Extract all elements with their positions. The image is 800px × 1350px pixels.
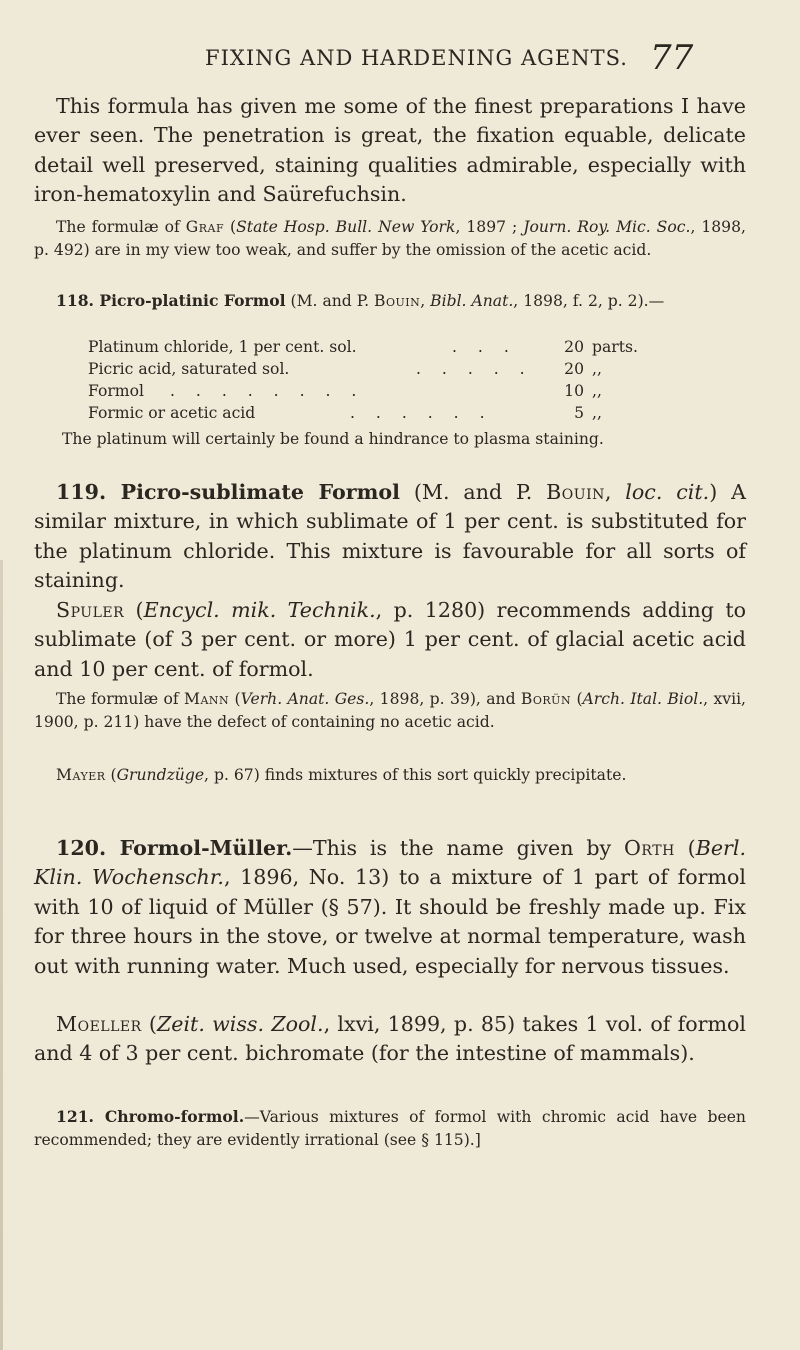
section-120-formol-muller xyxy=(34,834,746,981)
section-heading: 121. Chromo-formol. xyxy=(56,1107,245,1126)
section-heading: 119. Picro-sublimate Formol xyxy=(56,480,400,504)
author-name: Moeller xyxy=(56,1012,142,1036)
text-fragment: , xvii, 1900, p. 211) have the defect of containing no acetic acid. xyxy=(34,690,747,731)
text-fragment: , 1898, f. 2, p. 2).— xyxy=(513,292,665,310)
text-fragment: ( xyxy=(229,690,241,708)
ingredient-unit: ,, xyxy=(592,360,602,378)
text-fragment: , 1896, No. 13) to a mixture of 1 part of formol with 10 of liquid of Müller (§ 57). It should be freshly made up. Fix for three hours in the stove, or twelve at normal temperature, wash out with running water. Much used, especially for nervous tissues. xyxy=(34,865,746,978)
section-118-intro xyxy=(34,289,746,313)
ingredient-quantity: 20 xyxy=(564,360,584,378)
ingredient-name: Picric acid, saturated sol. xyxy=(88,360,290,378)
ingredient-unit: parts. xyxy=(592,338,638,356)
text-fragment: , xyxy=(420,292,431,310)
author-name: Orth xyxy=(624,836,675,860)
ingredient-name: Formic or acetic acid xyxy=(88,404,256,422)
page-header xyxy=(0,38,800,78)
text-fragment: , p. 67) finds mixtures of this sort quickly precipitate. xyxy=(204,766,627,784)
text-fragment: ( xyxy=(674,836,696,860)
source-title: Zeit. wiss. Zool. xyxy=(156,1012,324,1036)
source-title: Grundzüge xyxy=(116,766,205,784)
ingredient-name: Platinum chloride, 1 per cent. sol. xyxy=(88,338,357,356)
section-heading: 118. Picro-platinic Formol xyxy=(56,291,286,310)
section-118-note: The platinum will certainly be found a hindrance to plasma staining. xyxy=(62,430,604,448)
text-fragment: , 1898, p. 39), and xyxy=(369,690,521,708)
ingredient-unit: ,, xyxy=(592,404,602,422)
recipe-row xyxy=(0,338,800,360)
ingredient-name: Formol xyxy=(88,382,144,400)
text-fragment: (M. and P. xyxy=(285,292,374,310)
text-fragment: (M. and P. xyxy=(399,480,547,504)
text-fragment: , lxvi, 1899, p. 85) takes 1 vol. of formol and 4 of 3 per cent. bichromate (for the intestine of mammals). xyxy=(34,1012,746,1066)
text-fragment: ( xyxy=(105,766,117,784)
author-name: Bouin xyxy=(374,292,421,310)
source-title: Bibl. Anat. xyxy=(430,292,514,310)
recipe-row xyxy=(0,404,800,426)
source-title: Berl. Klin. Wochenschr. xyxy=(34,836,746,890)
source-title: Verh. Anat. Ges. xyxy=(240,690,370,708)
paragraph-mann-borun xyxy=(34,688,746,734)
scan-edge-shadow xyxy=(0,560,3,1350)
ingredient-quantity: 5 xyxy=(574,404,584,422)
paragraph-graf-formulae xyxy=(34,216,746,262)
section-121-chromo-formol xyxy=(34,1105,746,1152)
text-fragment: —This is the name given by xyxy=(292,836,625,860)
running-head: FIXING AND HARDENING AGENTS. xyxy=(205,46,628,70)
recipe-row xyxy=(0,360,800,382)
author-name: Bouin xyxy=(546,480,605,504)
source-title: Arch. Ital. Biol. xyxy=(582,690,704,708)
text-fragment: The formulæ of xyxy=(56,690,185,708)
page-number: 77 xyxy=(650,38,694,78)
ingredient-unit: ,, xyxy=(592,382,602,400)
ingredient-quantity: 20 xyxy=(564,338,584,356)
text-fragment: , xyxy=(604,480,626,504)
section-119-intro xyxy=(34,478,746,596)
section-heading: 120. Formol-Müller. xyxy=(56,836,293,860)
leader-dots: . . . . . . xyxy=(350,404,493,422)
recipe-row xyxy=(0,382,800,404)
source-title: State Hosp. Bull. New York xyxy=(236,218,456,236)
author-name: Spuler xyxy=(56,598,125,622)
leader-dots: . . . xyxy=(452,338,517,356)
ingredient-quantity: 10 xyxy=(564,382,584,400)
text-fragment: ( xyxy=(571,690,583,708)
citation: loc. cit. xyxy=(625,480,710,504)
leader-dots: . . . . . xyxy=(416,360,533,378)
text-fragment: ( xyxy=(124,598,144,622)
text-fragment: , 1898, p. 492) are in my view too weak, and suffer by the omission of the acetic acid. xyxy=(34,218,746,259)
text-fragment: ( xyxy=(141,1012,157,1036)
text-fragment: ( xyxy=(224,218,237,236)
author-name: Borün xyxy=(520,690,572,708)
text-fragment: —Various mixtures of formol with chromic acid have been recommended; they are evidently irrational (see § 115).] xyxy=(34,1108,746,1149)
paragraph-mayer xyxy=(34,764,746,787)
text-fragment: , 1897 ; xyxy=(455,218,524,236)
source-title: Journ. Roy. Mic. Soc. xyxy=(523,218,691,236)
leader-dots: . . . . . . . . xyxy=(170,382,365,400)
paragraph-formula-praise: This formula has given me some of the finest preparations I have ever seen. The penetration is great, the fixation equable, delicate detail well preserved, staining qualities admirable, especially with iron-hematoxylin and Saürefuchsin. xyxy=(34,94,746,207)
paragraph-moeller xyxy=(34,1010,746,1069)
text-fragment: ) A similar mixture, in which sublimate of 1 per cent. is substituted for the platinum chloride. This mixture is favourable for all sorts of staining. xyxy=(34,480,746,593)
text-fragment: , p. 1280) recommends adding to sublimate (of 3 per cent. or more) 1 per cent. of glacial acetic acid and 10 per cent. of formol. xyxy=(34,598,746,681)
source-title: Encycl. mik. Technik. xyxy=(143,598,376,622)
text-fragment: The formulæ of xyxy=(56,218,186,236)
author-name: Graf xyxy=(185,218,225,236)
paragraph-spuler xyxy=(34,596,746,684)
author-name: Mann xyxy=(184,690,230,708)
author-name: Mayer xyxy=(56,766,106,784)
